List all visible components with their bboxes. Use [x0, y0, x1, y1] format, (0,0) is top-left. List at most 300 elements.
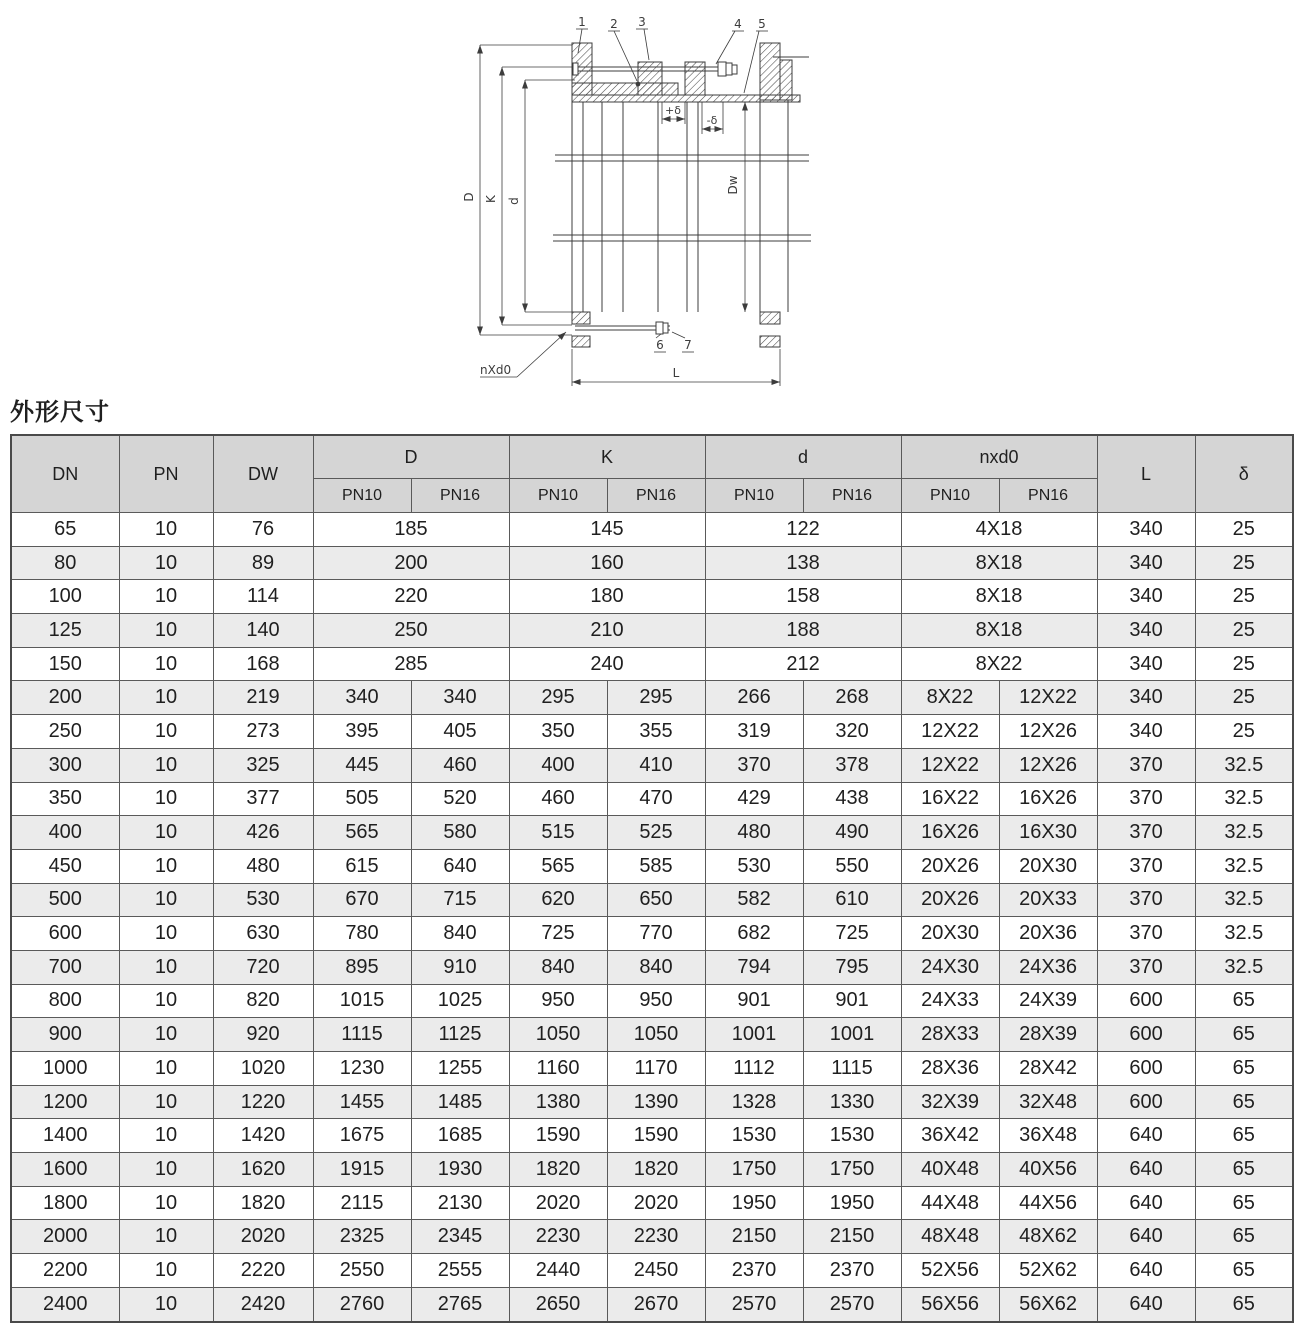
cell-D-pn10: 1015	[313, 984, 411, 1018]
cell-pn: 10	[119, 614, 213, 648]
table-row	[11, 1220, 1293, 1254]
cell-d-pn10: 901	[705, 984, 803, 1018]
cell-dw: 920	[213, 1018, 313, 1052]
cell-L: 370	[1097, 883, 1195, 917]
cell-dn: 1200	[11, 1085, 119, 1119]
callout-2	[608, 17, 640, 86]
cell-d-pn10: 1112	[705, 1052, 803, 1086]
cell-dn: 100	[11, 580, 119, 614]
cell-K-pn10: 2230	[509, 1220, 607, 1254]
cell-pn: 10	[119, 1153, 213, 1187]
cell-d-pn16: 725	[803, 917, 901, 951]
cell-pn: 10	[119, 681, 213, 715]
cell-d-pn16: 1750	[803, 1153, 901, 1187]
cell-dw: 140	[213, 614, 313, 648]
cell-L: 600	[1097, 984, 1195, 1018]
cell-dw: 1420	[213, 1119, 313, 1153]
cell-d-pn10: 1530	[705, 1119, 803, 1153]
cell-d-pn10: 480	[705, 816, 803, 850]
cell-K-pn10: 1590	[509, 1119, 607, 1153]
cell-D: 185	[313, 513, 509, 547]
cell-dw: 273	[213, 715, 313, 749]
cell-K-pn10: 1380	[509, 1085, 607, 1119]
cell-delta: 65	[1195, 1153, 1293, 1187]
cell-d-pn16: 438	[803, 782, 901, 816]
cell-K-pn10: 620	[509, 883, 607, 917]
cell-K-pn10: 1820	[509, 1153, 607, 1187]
cell-pn: 10	[119, 917, 213, 951]
dimension-D	[462, 45, 572, 335]
cell-delta: 32.5	[1195, 883, 1293, 917]
joint-body	[553, 43, 811, 347]
cell-nxd0-pn16: 16X26	[999, 782, 1097, 816]
cell-K-pn16: 1170	[607, 1052, 705, 1086]
cell-L: 370	[1097, 816, 1195, 850]
cell-D: 220	[313, 580, 509, 614]
cell-nxd0-pn10: 8X22	[901, 681, 999, 715]
cell-pn: 10	[119, 546, 213, 580]
cell-dw: 1820	[213, 1186, 313, 1220]
cell-D-pn16: 2555	[411, 1254, 509, 1288]
cell-D-pn10: 395	[313, 715, 411, 749]
cell-dn: 1000	[11, 1052, 119, 1086]
cell-dn: 350	[11, 782, 119, 816]
cell-nxd0: 8X18	[901, 580, 1097, 614]
cell-delta: 32.5	[1195, 849, 1293, 883]
cell-nxd0-pn10: 32X39	[901, 1085, 999, 1119]
cell-dn: 125	[11, 614, 119, 648]
left-flange-bottom	[572, 312, 590, 324]
cell-pn: 10	[119, 513, 213, 547]
cell-L: 600	[1097, 1018, 1195, 1052]
table-row	[11, 917, 1293, 951]
cell-pn: 10	[119, 1254, 213, 1288]
cell-L: 370	[1097, 782, 1195, 816]
cell-D-pn16: 1685	[411, 1119, 509, 1153]
cell-d-pn10: 319	[705, 715, 803, 749]
cell-dn: 800	[11, 984, 119, 1018]
cell-dn: 150	[11, 647, 119, 681]
cell-D-pn16: 910	[411, 950, 509, 984]
cell-delta: 32.5	[1195, 950, 1293, 984]
cell-d: 188	[705, 614, 901, 648]
cell-dw: 89	[213, 546, 313, 580]
cell-dn: 80	[11, 546, 119, 580]
cell-nxd0-pn10: 48X48	[901, 1220, 999, 1254]
table-row	[11, 546, 1293, 580]
cell-dw: 2420	[213, 1287, 313, 1321]
cell-D-pn16: 405	[411, 715, 509, 749]
table-row	[11, 950, 1293, 984]
cell-D-pn10: 780	[313, 917, 411, 951]
cell-d-pn10: 1950	[705, 1186, 803, 1220]
cell-nxd0-pn16: 24X39	[999, 984, 1097, 1018]
cell-delta: 65	[1195, 1085, 1293, 1119]
cell-nxd0-pn16: 12X26	[999, 715, 1097, 749]
cell-d-pn16: 550	[803, 849, 901, 883]
dim-label-K: K	[484, 195, 498, 203]
cell-D-pn16: 2345	[411, 1220, 509, 1254]
cell-K-pn16: 1590	[607, 1119, 705, 1153]
cell-dn: 200	[11, 681, 119, 715]
cell-dn: 2200	[11, 1254, 119, 1288]
cell-K-pn10: 2020	[509, 1186, 607, 1220]
cell-D-pn10: 2325	[313, 1220, 411, 1254]
cell-dn: 600	[11, 917, 119, 951]
cell-pn: 10	[119, 1085, 213, 1119]
cell-d-pn10: 1750	[705, 1153, 803, 1187]
cell-d-pn16: 1115	[803, 1052, 901, 1086]
cell-D-pn10: 1455	[313, 1085, 411, 1119]
subheader-D-pn16: PN16	[411, 479, 509, 513]
cell-nxd0-pn16: 40X56	[999, 1153, 1097, 1187]
cell-D-pn16: 340	[411, 681, 509, 715]
cell-nxd0-pn16: 16X30	[999, 816, 1097, 850]
cell-nxd0-pn10: 24X30	[901, 950, 999, 984]
cell-nxd0-pn16: 48X62	[999, 1220, 1097, 1254]
cell-L: 340	[1097, 681, 1195, 715]
table-row	[11, 513, 1293, 547]
cell-nxd0-pn16: 32X48	[999, 1085, 1097, 1119]
cell-d-pn10: 266	[705, 681, 803, 715]
cell-nxd0-pn10: 16X22	[901, 782, 999, 816]
cell-delta: 25	[1195, 681, 1293, 715]
cell-K-pn16: 2230	[607, 1220, 705, 1254]
cell-D-pn10: 565	[313, 816, 411, 850]
cell-K-pn10: 400	[509, 748, 607, 782]
cell-delta: 25	[1195, 614, 1293, 648]
svg-text:4: 4	[734, 17, 742, 31]
cell-d-pn16: 2570	[803, 1287, 901, 1321]
svg-text:2: 2	[610, 17, 618, 31]
cell-D-pn10: 2550	[313, 1254, 411, 1288]
svg-text:1: 1	[578, 15, 586, 29]
cell-L: 340	[1097, 546, 1195, 580]
cell-K-pn16: 2020	[607, 1186, 705, 1220]
technical-drawing	[435, 5, 895, 405]
cell-L: 640	[1097, 1119, 1195, 1153]
cell-D-pn16: 715	[411, 883, 509, 917]
cell-nxd0-pn10: 20X30	[901, 917, 999, 951]
cell-delta: 65	[1195, 1254, 1293, 1288]
dimension-minus-delta	[702, 102, 723, 134]
cell-D-pn16: 1930	[411, 1153, 509, 1187]
cell-dn: 500	[11, 883, 119, 917]
svg-text:3: 3	[638, 15, 646, 29]
pipe-break-lines	[553, 155, 811, 241]
dim-label-plus-delta: +δ	[665, 104, 681, 117]
cell-dn: 300	[11, 748, 119, 782]
cell-d-pn10: 682	[705, 917, 803, 951]
cell-K: 210	[509, 614, 705, 648]
cell-d-pn10: 2150	[705, 1220, 803, 1254]
cell-K-pn16: 295	[607, 681, 705, 715]
cell-d: 122	[705, 513, 901, 547]
table-row	[11, 1254, 1293, 1288]
dim-label-D: D	[462, 192, 476, 202]
cell-K-pn16: 525	[607, 816, 705, 850]
cell-L: 370	[1097, 849, 1195, 883]
col-header-delta: δ	[1195, 435, 1293, 513]
cell-delta: 25	[1195, 546, 1293, 580]
cell-K: 240	[509, 647, 705, 681]
cell-dw: 377	[213, 782, 313, 816]
cell-dn: 900	[11, 1018, 119, 1052]
table-row	[11, 715, 1293, 749]
cell-nxd0-pn10: 12X22	[901, 715, 999, 749]
right-flange	[760, 43, 780, 100]
callout-7	[672, 332, 694, 352]
cell-d-pn16: 2150	[803, 1220, 901, 1254]
cell-pn: 10	[119, 883, 213, 917]
table-row	[11, 1052, 1293, 1086]
cell-pn: 10	[119, 950, 213, 984]
cell-K-pn10: 2650	[509, 1287, 607, 1321]
cell-K-pn16: 770	[607, 917, 705, 951]
cell-d-pn10: 1328	[705, 1085, 803, 1119]
cell-D-pn16: 1025	[411, 984, 509, 1018]
cell-K-pn16: 950	[607, 984, 705, 1018]
callout-6	[654, 334, 666, 352]
cell-L: 640	[1097, 1287, 1195, 1321]
table-row	[11, 647, 1293, 681]
cell-D-pn16: 1485	[411, 1085, 509, 1119]
cell-L: 640	[1097, 1186, 1195, 1220]
cell-dn: 65	[11, 513, 119, 547]
cell-pn: 10	[119, 580, 213, 614]
cell-K-pn10: 840	[509, 950, 607, 984]
cell-K-pn16: 1050	[607, 1018, 705, 1052]
cell-K-pn16: 355	[607, 715, 705, 749]
table-row	[11, 1153, 1293, 1187]
cell-dw: 1620	[213, 1153, 313, 1187]
cell-K-pn10: 295	[509, 681, 607, 715]
cell-d-pn10: 582	[705, 883, 803, 917]
cell-d: 138	[705, 546, 901, 580]
cell-delta: 65	[1195, 1119, 1293, 1153]
cell-d-pn16: 795	[803, 950, 901, 984]
cell-delta: 65	[1195, 1018, 1293, 1052]
cell-D-pn10: 1230	[313, 1052, 411, 1086]
col-header-dn: DN	[11, 435, 119, 513]
dimension-L	[572, 349, 780, 386]
cell-delta: 65	[1195, 1220, 1293, 1254]
cell-pn: 10	[119, 1287, 213, 1321]
cell-nxd0: 4X18	[901, 513, 1097, 547]
cell-pn: 10	[119, 1186, 213, 1220]
cell-nxd0-pn16: 44X56	[999, 1186, 1097, 1220]
cell-d-pn16: 610	[803, 883, 901, 917]
cell-nxd0-pn16: 52X62	[999, 1254, 1097, 1288]
cell-nxd0-pn10: 24X33	[901, 984, 999, 1018]
table-row	[11, 614, 1293, 648]
cell-d-pn16: 901	[803, 984, 901, 1018]
cell-D-pn10: 1115	[313, 1018, 411, 1052]
cell-delta: 25	[1195, 513, 1293, 547]
cell-nxd0-pn10: 40X48	[901, 1153, 999, 1187]
cell-nxd0-pn10: 12X22	[901, 748, 999, 782]
cell-dn: 1400	[11, 1119, 119, 1153]
callout-3	[636, 15, 649, 60]
cell-d-pn10: 370	[705, 748, 803, 782]
callout-4	[716, 17, 744, 64]
table-row	[11, 984, 1293, 1018]
cell-D: 200	[313, 546, 509, 580]
cell-dn: 250	[11, 715, 119, 749]
subheader-D-pn10: PN10	[313, 479, 411, 513]
cell-L: 370	[1097, 748, 1195, 782]
col-header-L: L	[1097, 435, 1195, 513]
table-row	[11, 1287, 1293, 1321]
subheader-K-pn16: PN16	[607, 479, 705, 513]
cell-pn: 10	[119, 647, 213, 681]
cell-nxd0: 8X18	[901, 546, 1097, 580]
cell-L: 370	[1097, 950, 1195, 984]
cell-K-pn16: 2670	[607, 1287, 705, 1321]
cell-d-pn16: 1950	[803, 1186, 901, 1220]
cell-nxd0-pn10: 28X36	[901, 1052, 999, 1086]
cell-L: 340	[1097, 513, 1195, 547]
cell-d-pn16: 1530	[803, 1119, 901, 1153]
table-row	[11, 1186, 1293, 1220]
cell-dn: 700	[11, 950, 119, 984]
cell-dn: 450	[11, 849, 119, 883]
table-body	[11, 513, 1293, 1322]
cell-D-pn10: 2760	[313, 1287, 411, 1321]
cell-K-pn16: 840	[607, 950, 705, 984]
dimension-d	[507, 80, 575, 312]
cell-nxd0-pn10: 56X56	[901, 1287, 999, 1321]
cell-K-pn16: 585	[607, 849, 705, 883]
dimension-K	[484, 67, 572, 325]
dim-label-minus-delta: -δ	[706, 114, 718, 127]
svg-text:5: 5	[758, 17, 766, 31]
cell-dw: 720	[213, 950, 313, 984]
cell-dn: 2400	[11, 1287, 119, 1321]
cell-L: 370	[1097, 917, 1195, 951]
cell-nxd0: 8X18	[901, 614, 1097, 648]
svg-text:7: 7	[684, 338, 692, 352]
cell-delta: 32.5	[1195, 748, 1293, 782]
cell-D-pn10: 505	[313, 782, 411, 816]
cell-nxd0-pn10: 44X48	[901, 1186, 999, 1220]
dimension-plus-delta	[662, 102, 685, 124]
cell-dw: 820	[213, 984, 313, 1018]
cell-D-pn16: 2765	[411, 1287, 509, 1321]
col-header-K: K	[509, 435, 705, 479]
cell-pn: 10	[119, 1119, 213, 1153]
cell-nxd0-pn10: 16X26	[901, 816, 999, 850]
dim-label-L: L	[672, 366, 680, 380]
cell-delta: 25	[1195, 647, 1293, 681]
cell-dn: 1600	[11, 1153, 119, 1187]
cell-D-pn10: 1675	[313, 1119, 411, 1153]
cell-delta: 25	[1195, 580, 1293, 614]
cell-pn: 10	[119, 849, 213, 883]
cell-nxd0-pn16: 12X22	[999, 681, 1097, 715]
cell-dn: 400	[11, 816, 119, 850]
table-row	[11, 816, 1293, 850]
table-row	[11, 1018, 1293, 1052]
cell-dw: 325	[213, 748, 313, 782]
cell-dw: 219	[213, 681, 313, 715]
table-row	[11, 782, 1293, 816]
cell-pn: 10	[119, 816, 213, 850]
cell-d-pn16: 320	[803, 715, 901, 749]
cell-d-pn16: 1330	[803, 1085, 901, 1119]
cell-D-pn10: 615	[313, 849, 411, 883]
cell-L: 640	[1097, 1254, 1195, 1288]
cell-K: 160	[509, 546, 705, 580]
cell-nxd0-pn16: 20X33	[999, 883, 1097, 917]
cell-pn: 10	[119, 1018, 213, 1052]
cell-L: 640	[1097, 1153, 1195, 1187]
cell-delta: 65	[1195, 984, 1293, 1018]
cell-D-pn16: 840	[411, 917, 509, 951]
bolt-hole-callout	[480, 332, 566, 377]
cell-D-pn10: 445	[313, 748, 411, 782]
cell-dw: 480	[213, 849, 313, 883]
cell-nxd0-pn16: 24X36	[999, 950, 1097, 984]
subheader-K-pn10: PN10	[509, 479, 607, 513]
cell-pn: 10	[119, 715, 213, 749]
cell-nxd0: 8X22	[901, 647, 1097, 681]
cell-nxd0-pn16: 56X62	[999, 1287, 1097, 1321]
cell-dn: 1800	[11, 1186, 119, 1220]
cell-delta: 32.5	[1195, 917, 1293, 951]
cell-delta: 32.5	[1195, 816, 1293, 850]
cell-d: 158	[705, 580, 901, 614]
cell-d-pn10: 429	[705, 782, 803, 816]
bolt-hole-label: nXd0	[480, 363, 512, 377]
table-row	[11, 580, 1293, 614]
cell-L: 340	[1097, 647, 1195, 681]
svg-text:6: 6	[656, 338, 664, 352]
cell-d-pn10: 2570	[705, 1287, 803, 1321]
cell-K-pn10: 1160	[509, 1052, 607, 1086]
cell-D: 250	[313, 614, 509, 648]
right-flange-bottom	[760, 312, 780, 324]
cell-dw: 2020	[213, 1220, 313, 1254]
subheader-nxd0-pn10: PN10	[901, 479, 999, 513]
cell-nxd0-pn16: 36X48	[999, 1119, 1097, 1153]
cell-D-pn16: 2130	[411, 1186, 509, 1220]
cell-K-pn16: 410	[607, 748, 705, 782]
dimension-Dw	[726, 102, 745, 312]
cell-D-pn10: 2115	[313, 1186, 411, 1220]
cell-dw: 168	[213, 647, 313, 681]
cell-delta: 65	[1195, 1052, 1293, 1086]
cell-D-pn10: 670	[313, 883, 411, 917]
cell-L: 340	[1097, 580, 1195, 614]
cell-D-pn10: 1915	[313, 1153, 411, 1187]
cell-nxd0-pn16: 20X36	[999, 917, 1097, 951]
cell-delta: 25	[1195, 715, 1293, 749]
cell-K-pn10: 2440	[509, 1254, 607, 1288]
table-row	[11, 748, 1293, 782]
cell-K-pn10: 950	[509, 984, 607, 1018]
cell-K-pn16: 1390	[607, 1085, 705, 1119]
cell-D-pn16: 580	[411, 816, 509, 850]
cell-d-pn10: 1001	[705, 1018, 803, 1052]
cell-K-pn10: 460	[509, 782, 607, 816]
col-header-D: D	[313, 435, 509, 479]
cell-K-pn16: 650	[607, 883, 705, 917]
cell-d-pn16: 268	[803, 681, 901, 715]
cell-nxd0-pn10: 52X56	[901, 1254, 999, 1288]
cell-D: 285	[313, 647, 509, 681]
cell-dw: 530	[213, 883, 313, 917]
